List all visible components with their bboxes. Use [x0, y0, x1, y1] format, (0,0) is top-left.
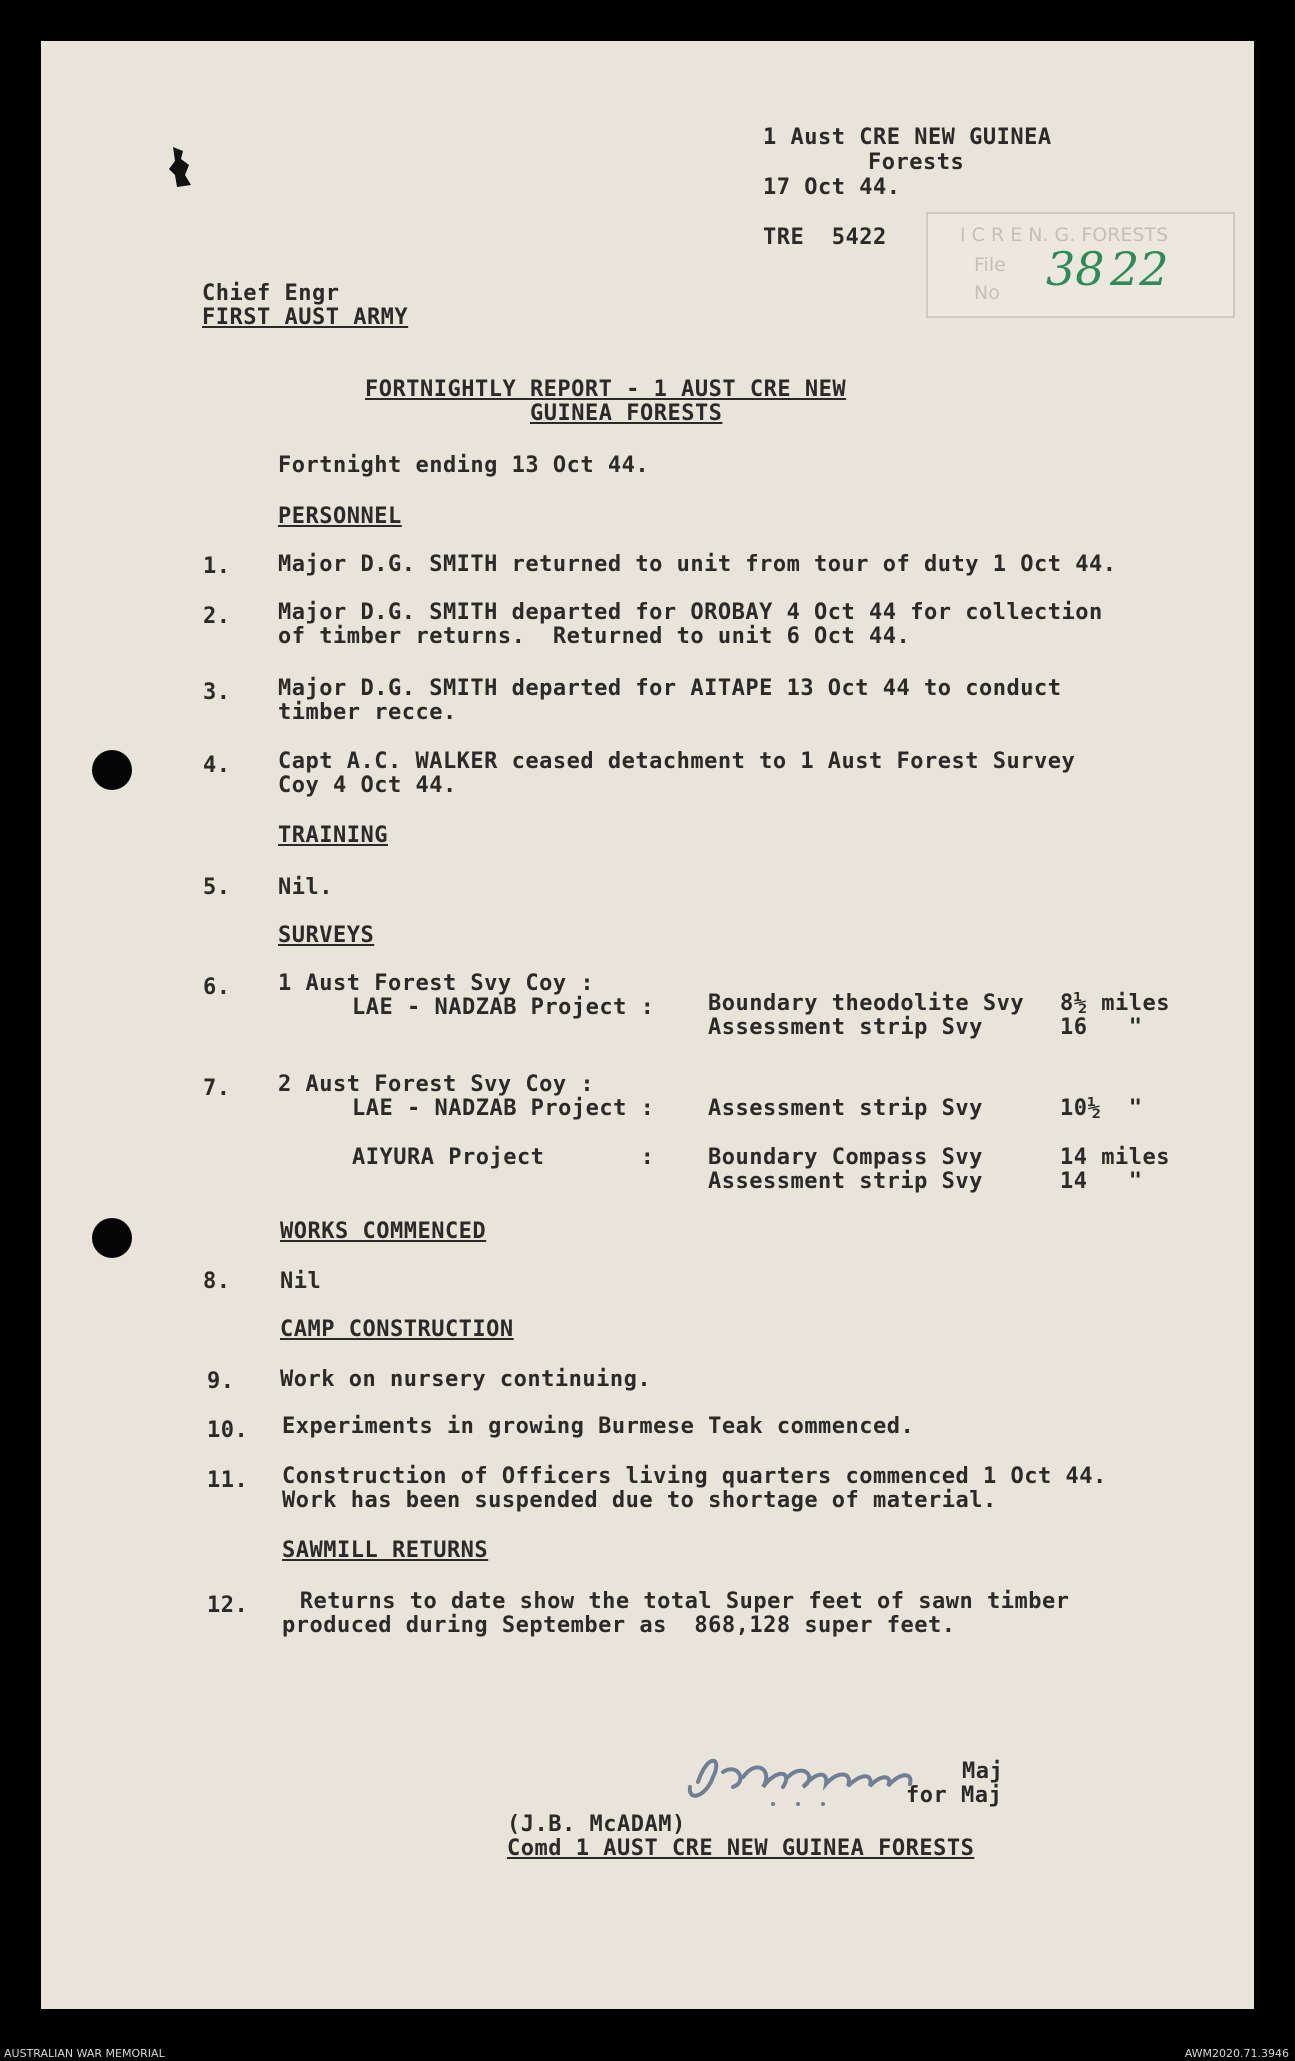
footer-source: AUSTRALIAN WAR MEMORIAL — [4, 2047, 165, 2060]
item-text: Major D.G. SMITH departed for AITAPE 13 Oct 44 to conduct — [278, 676, 1062, 701]
item-text: Major D.G. SMITH returned to unit from tour of duty 1 Oct 44. — [278, 552, 1117, 577]
item-text: Capt A.C. WALKER ceased detachment to 1 Aust Forest Survey — [278, 749, 1076, 774]
stamp-file-number-2: 22 — [1110, 242, 1169, 296]
stamp-unit-text: I C R E N. G. FORESTS — [960, 224, 1169, 246]
addressee-line-2: FIRST AUST ARMY — [202, 305, 409, 330]
intro-line: Fortnight ending 13 Oct 44. — [278, 453, 650, 478]
report-date: 17 Oct 44. — [763, 175, 901, 200]
survey-project: LAE - NADZAB Project : — [352, 995, 655, 1020]
signature-rank: Maj — [962, 1759, 1004, 1784]
item-number: 1. — [203, 554, 231, 579]
item-text: Major D.G. SMITH departed for OROBAY 4 Oct 44 for collection — [278, 600, 1103, 625]
survey-type: Assessment strip Svy — [708, 1015, 983, 1040]
item-text: Nil — [280, 1269, 322, 1294]
item-text: Returns to date show the total Super feet of sawn timber — [286, 1589, 1070, 1614]
ink-blot — [165, 145, 195, 190]
item-number: 11. — [207, 1468, 249, 1493]
survey-company: 2 Aust Forest Svy Coy : — [278, 1072, 595, 1097]
survey-project: LAE - NADZAB Project : — [352, 1096, 655, 1121]
item-number: 6. — [203, 975, 231, 1000]
report-title-line-2: GUINEA FORESTS — [530, 401, 723, 426]
item-text: Work on nursery continuing. — [280, 1367, 652, 1392]
heading-surveys: SURVEYS — [278, 923, 375, 948]
item-number: 12. — [207, 1593, 249, 1618]
survey-distance: 14 miles — [1060, 1145, 1170, 1170]
item-text: Experiments in growing Burmese Teak commenced. — [282, 1414, 915, 1439]
stamp-file-number-1: 38 — [1046, 242, 1105, 296]
punch-hole-bottom — [92, 1218, 132, 1258]
survey-distance: 10½ " — [1060, 1096, 1143, 1121]
signatory-name: (J.B. McADAM) — [507, 1812, 686, 1837]
survey-company: 1 Aust Forest Svy Coy : — [278, 971, 595, 996]
item-number: 9. — [207, 1369, 235, 1394]
heading-sawmill-returns: SAWMILL RETURNS — [282, 1538, 489, 1563]
survey-type: Assessment strip Svy — [708, 1169, 983, 1194]
item-text: timber recce. — [278, 700, 457, 725]
survey-type: Assessment strip Svy — [708, 1096, 983, 1121]
heading-personnel: PERSONNEL — [278, 504, 402, 529]
heading-works-commenced: WORKS COMMENCED — [280, 1219, 487, 1244]
item-text: Coy 4 Oct 44. — [278, 773, 457, 798]
item-text: of timber returns. Returned to unit 6 Oct 44. — [278, 624, 911, 649]
unit-line-2: Forests — [868, 150, 965, 175]
item-text: Construction of Officers living quarters commenced 1 Oct 44. — [282, 1464, 1107, 1489]
item-number: 4. — [203, 753, 231, 778]
survey-distance: 16 " — [1060, 1015, 1143, 1040]
survey-distance: 14 " — [1060, 1169, 1143, 1194]
item-number: 2. — [203, 604, 231, 629]
stamp-no-label: No — [974, 282, 1000, 304]
heading-training: TRAINING — [278, 823, 388, 848]
item-text: produced during September as 868,128 super feet. — [282, 1613, 956, 1638]
survey-project: AIYURA Project : — [352, 1145, 655, 1170]
item-number: 7. — [203, 1076, 231, 1101]
unit-line-1: 1 Aust CRE NEW GUINEA — [763, 125, 1052, 150]
heading-camp-construction: CAMP CONSTRUCTION — [280, 1317, 514, 1342]
item-number: 5. — [203, 875, 231, 900]
punch-hole-top — [92, 750, 132, 790]
item-number: 8. — [203, 1269, 231, 1294]
item-text: Nil. — [278, 875, 333, 900]
signatory-title: Comd 1 AUST CRE NEW GUINEA FORESTS — [507, 1836, 975, 1861]
survey-type: Boundary theodolite Svy — [708, 991, 1025, 1016]
report-title-line-1: FORTNIGHTLY REPORT - 1 AUST CRE NEW — [365, 377, 847, 402]
addressee-line-1: Chief Engr — [202, 281, 340, 306]
footer-accession: AWM2020.71.3946 — [1184, 2047, 1289, 2060]
signature-for-rank: for Maj — [906, 1783, 1003, 1808]
file-stamp — [926, 212, 1235, 318]
survey-type: Boundary Compass Svy — [708, 1145, 983, 1170]
reference-number: TRE 5422 — [763, 225, 887, 250]
survey-distance: 8½ miles — [1060, 991, 1170, 1016]
item-text: Work has been suspended due to shortage of material. — [282, 1488, 997, 1513]
stamp-file-label: File — [974, 254, 1006, 276]
item-number: 3. — [203, 680, 231, 705]
item-number: 10. — [207, 1418, 249, 1443]
